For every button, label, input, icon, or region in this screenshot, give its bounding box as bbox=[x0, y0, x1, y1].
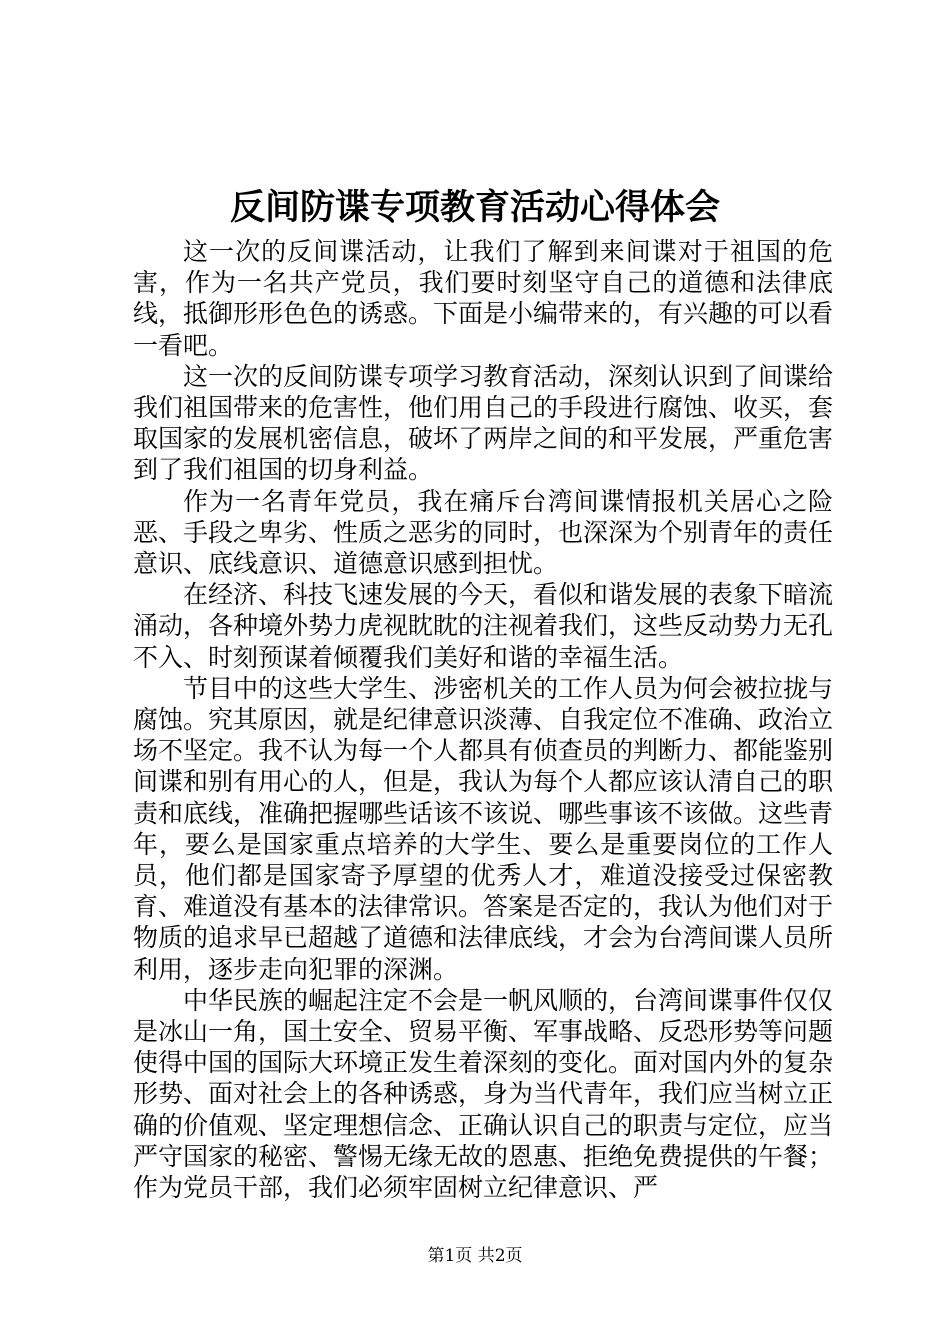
paragraph: 中华民族的崛起注定不会是一帆风顺的，台湾间谍事件仅仅是冰山一角，国土安全、贸易平衡、军事战略、反恐形势等问题使得中国的国际大环境正发生着深刻的变化。面对国内外的复杂形势、面对社会上的各种诱惑，身为当代青年，我们应当树立正确的价值观、坚定理想信念、正确认识自己的职责与定位，应当严守国家的秘密、警惕无缘无故的恩惠、拒绝免费提供的午餐；作为党员干部，我们必须牢固树立纪律意识、严 bbox=[133, 985, 834, 1203]
paragraph: 作为一名青年党员，我在痛斥台湾间谍情报机关居心之险恶、手段之卑劣、性质之恶劣的同时，也深深为个别青年的责任意识、底线意识、道德意识感到担忧。 bbox=[133, 486, 834, 579]
paragraph: 在经济、科技飞速发展的今天，看似和谐发展的表象下暗流涌动，各种境外势力虎视眈眈的注视着我们，这些反动势力无孔不入、时刻预谋着倾覆我们美好和谐的幸福生活。 bbox=[133, 580, 834, 672]
page-number-footer: 第1页 共2页 bbox=[427, 1246, 523, 1266]
document-title: 反间防谍专项教育活动心得体会 bbox=[229, 187, 720, 228]
document-body bbox=[133, 236, 833, 1203]
paragraph: 这一次的反间防谍专项学习教育活动，深刻认识到了间谍给我们祖国带来的危害性，他们用自己的手段进行腐蚀、收买，套取国家的发展机密信息，破坏了两岸之间的和平发展，严重危害到了我们祖国的切身利益。 bbox=[133, 361, 834, 485]
paragraph: 这一次的反间谍活动，让我们了解到来间谍对于祖国的危害，作为一名共产党员，我们要时刻坚守自己的道德和法律底线，抵御形形色色的诱惑。下面是小编带来的，有兴趣的可以看一看吧。 bbox=[133, 237, 834, 360]
paragraph: 节目中的这些大学生、涉密机关的工作人员为何会被拉拢与腐蚀。究其原因，就是纪律意识淡薄、自我定位不准确、政治立场不坚定。我不认为每一个人都具有侦查员的判断力、都能鉴别间谍和别有用心的人，但是，我认为每个人都应该认清自己的职责和底线，准确把握哪些话该不该说、哪些事该不该做。这些青年，要么是国家重点培养的大学生、要么是重要岗位的工作人员，他们都是国家寄予厚望的优秀人才，难道没接受过保密教育、难道没有基本的法律常识。答案是否定的，我认为他们对于物质的追求早已超越了道德和法律底线，才会为台湾间谍人员所利用，逐步走向犯罪的深渊。 bbox=[133, 673, 834, 984]
